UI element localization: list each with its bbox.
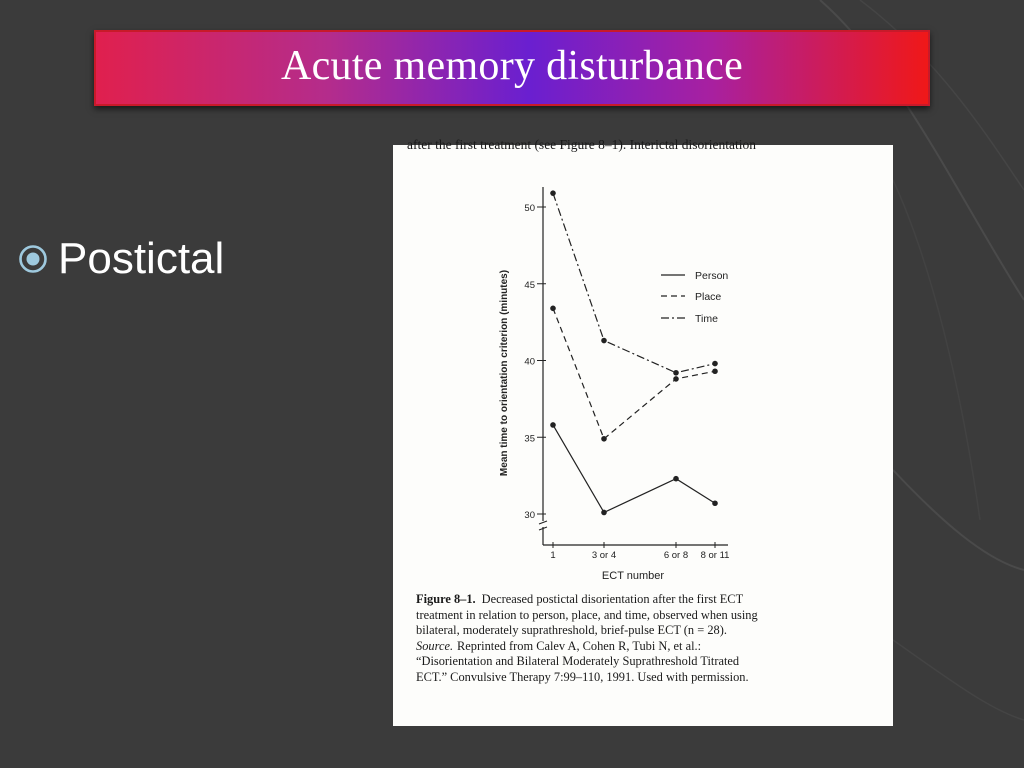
caption-line-6: ECT.” Convulsive Therapy 7:99–110, 1991. Used with permission.: [416, 669, 749, 684]
legend-label-time: Time: [695, 313, 718, 325]
x-tick-label: 8 or 11: [700, 550, 730, 561]
caption-line-2: treatment in relation to person, place, and time, observed when using: [416, 607, 758, 622]
data-point-place: [673, 376, 679, 382]
x-tick-label: 6 or 8: [663, 550, 689, 561]
slide-title: Acute memory disturbance: [280, 43, 744, 89]
data-point-time: [712, 361, 718, 367]
series-line-time: [553, 193, 715, 373]
y-axis-label: Mean time to orientation criterion (minutes): [499, 269, 510, 477]
caption-line-3: bilateral, moderately suprathreshold, brief-pulse ECT (n = 28).: [416, 623, 727, 638]
bullet-text: Postictal: [58, 234, 225, 283]
y-tick-label: 30: [524, 510, 535, 521]
legend-label-person: Person: [695, 270, 729, 282]
y-tick-label: 40: [524, 356, 535, 368]
series-line-place: [553, 308, 715, 438]
circle-bullet-icon: [18, 244, 48, 274]
y-axis-break-mark: [539, 521, 547, 524]
data-point-person: [673, 476, 679, 482]
x-tick-label: 3 or 4: [591, 550, 617, 561]
caption-source-label: Source.: [416, 638, 454, 653]
caption-line-5: “Disorientation and Bilateral Moderately Suprathreshold Titrated: [416, 654, 740, 669]
data-point-place: [712, 368, 718, 374]
y-tick-label: 45: [524, 279, 535, 291]
bullet-item: [18, 234, 224, 284]
legend-label-place: Place: [695, 291, 722, 303]
data-point-time: [673, 370, 679, 376]
data-point-place: [550, 306, 556, 312]
x-axis-label: ECT number: [601, 570, 665, 582]
data-point-person: [550, 422, 556, 428]
data-point-person: [601, 510, 607, 516]
y-tick-label: 35: [524, 433, 535, 445]
y-tick-label: 50: [524, 203, 535, 214]
data-point-place: [601, 436, 607, 442]
data-point-person: [712, 500, 718, 506]
line-chart: [393, 145, 893, 590]
figure-image: [393, 137, 893, 726]
figure-caption: [416, 592, 856, 686]
caption-line-4: Reprinted from Calev A, Cohen R, Tubi N, et al.:: [457, 638, 702, 653]
caption-label: Figure 8–1.: [416, 592, 476, 606]
figure-top-text: after the first treatment (see Figure 8–1). Interictal disorientation: [407, 137, 756, 152]
title-bar: [94, 30, 930, 106]
series-line-person: [553, 425, 715, 512]
data-point-time: [550, 190, 556, 196]
caption-line-1: Decreased postictal disorientation after the first ECT: [481, 592, 744, 606]
x-tick-label: 1: [550, 550, 556, 561]
data-point-time: [601, 338, 607, 344]
